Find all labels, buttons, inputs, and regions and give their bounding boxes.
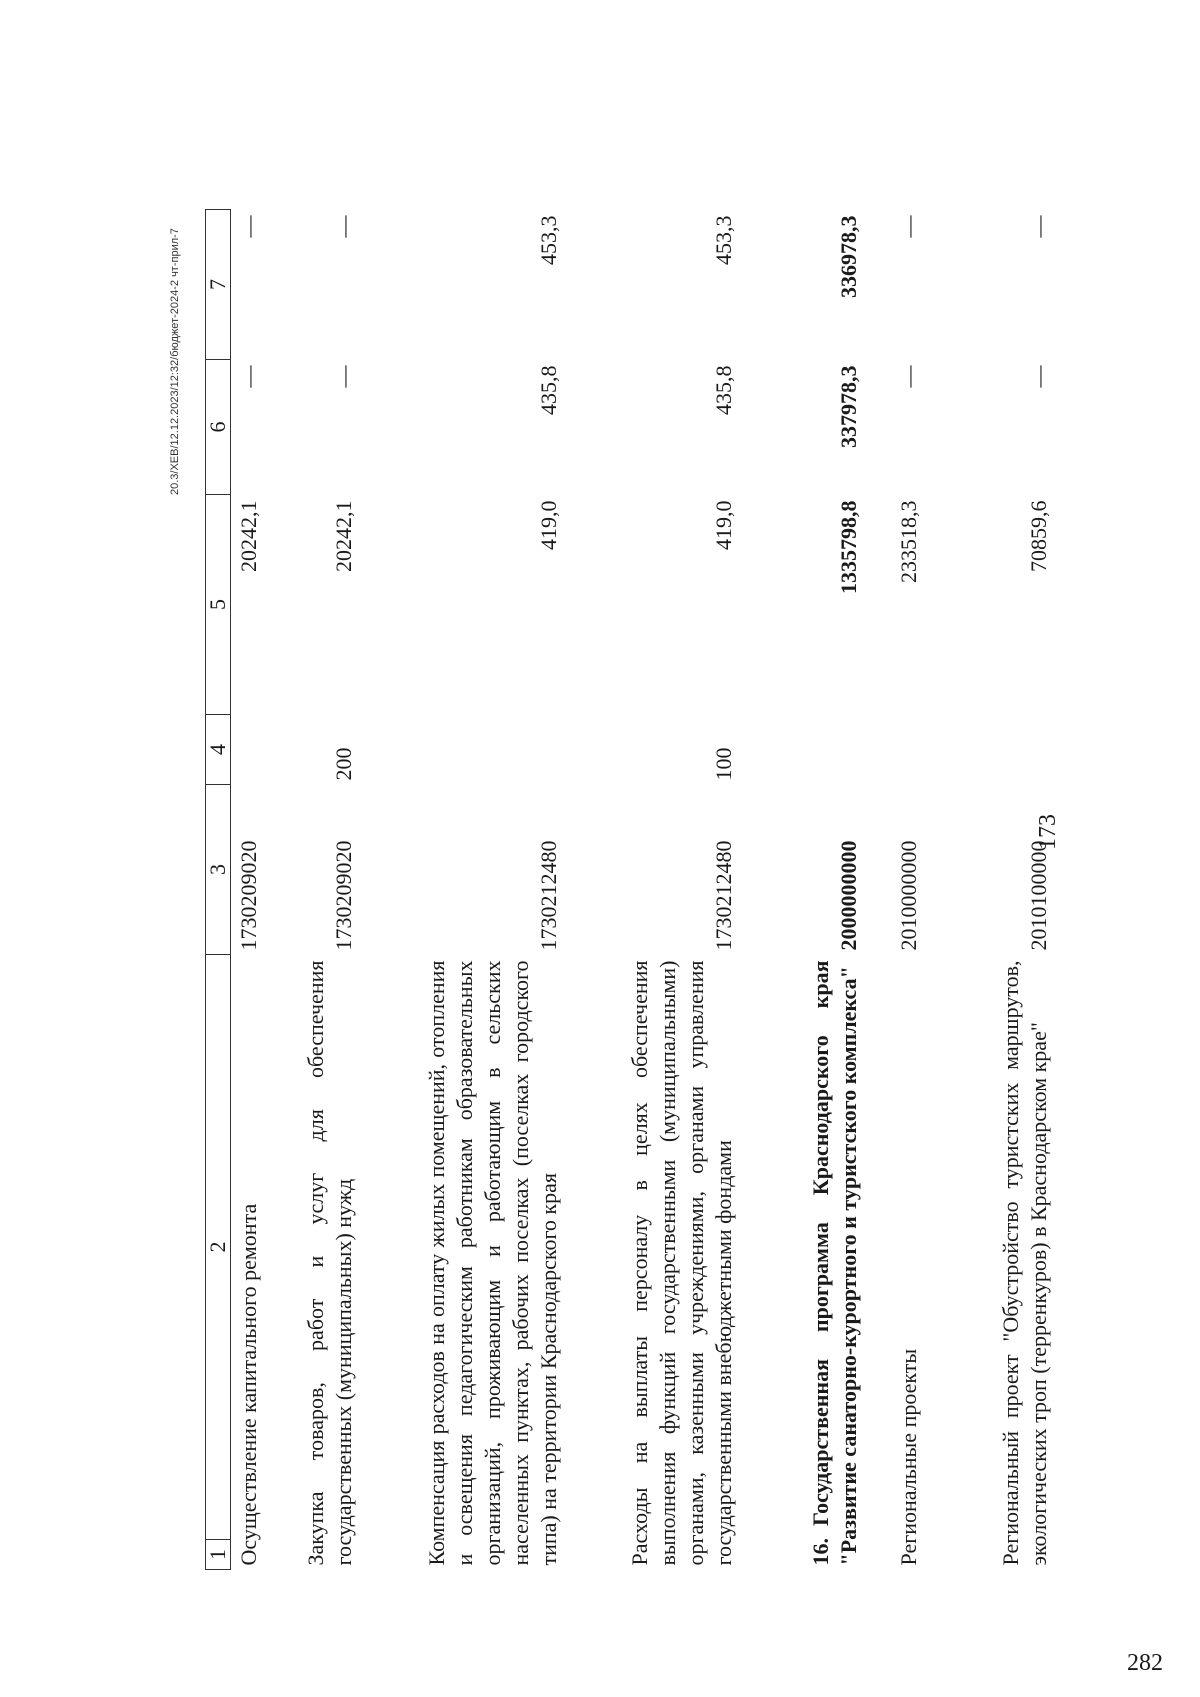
table-row xyxy=(366,210,571,1570)
header-cell: 2 xyxy=(206,955,231,1540)
row-value-2025: 435,8 xyxy=(535,365,561,415)
table-row-program xyxy=(746,210,871,1570)
row-code: 1730212480 xyxy=(535,840,561,951)
row-value-2026: 336978,3 xyxy=(835,215,861,298)
row-type: 200 xyxy=(330,747,356,781)
row-value-2024: 70859,6 xyxy=(1025,500,1051,572)
row-name-text: Государственная программа Краснодарского края "Развитие санаторно-курортного и туристского комплекса" xyxy=(807,960,861,1566)
header-cell: 5 xyxy=(206,495,231,715)
row-code: 2000000000 xyxy=(835,840,861,951)
row-code: 1730209020 xyxy=(235,840,261,951)
row-name: Региональные проекты xyxy=(895,1348,921,1566)
row-value-2024: 20242,1 xyxy=(330,500,356,572)
footer-code: 20.3/XEB/12.12.2023/12:32/бюджет-2024-2 чт-прил-7 xyxy=(169,228,181,495)
row-type xyxy=(366,715,571,785)
table-row xyxy=(871,210,931,1570)
row-type xyxy=(231,715,271,785)
row-name: Закупка товаров, работ и услуг для обеспечения государственных (муниципальных) нужд xyxy=(302,960,356,1566)
row-code: 1730212480 xyxy=(710,840,736,951)
table-row xyxy=(931,210,1061,1570)
row-value-2025: — xyxy=(895,365,921,388)
table-row xyxy=(571,210,746,1570)
header-cell: 3 xyxy=(206,785,231,955)
row-code: 2010100000 xyxy=(1025,840,1051,951)
row-code: 2010000000 xyxy=(895,840,921,951)
row-value-2024: 419,0 xyxy=(535,500,561,550)
row-value-2026: — xyxy=(895,215,921,238)
row-value-2025: — xyxy=(1025,365,1051,388)
row-name: Осуществление капитального ремонта xyxy=(235,1203,261,1566)
row-type xyxy=(746,715,871,785)
row-type xyxy=(871,715,931,785)
row-value-2026: — xyxy=(330,215,356,238)
row-value-2025: 435,8 xyxy=(710,365,736,415)
row-value-2024: 1335798,8 xyxy=(835,500,861,594)
row-value-2025: 337978,3 xyxy=(835,365,861,448)
header-cell: 1 xyxy=(206,1540,231,1570)
row-value-2026: — xyxy=(235,215,261,238)
row-number: 16. xyxy=(807,1538,833,1566)
row-name xyxy=(746,955,871,1570)
row-value-2026: 453,3 xyxy=(535,215,561,265)
row-name: Компенсация расходов на оплату жилых помещений, отопления и освещения педагогическим работникам образовательных организаций, проживающим и работающим в сельских населенных пунктах, рабочих поселках (поселках городского типа) на территории Краснодарского края xyxy=(423,960,561,1566)
row-value-2026: — xyxy=(1025,215,1051,238)
row-code: 1730209020 xyxy=(330,840,356,951)
header-row xyxy=(206,210,231,1570)
row-type: 100 xyxy=(710,747,736,781)
table-row xyxy=(231,210,271,1570)
row-value-2024: 20242,1 xyxy=(235,500,261,572)
row-name: Расходы на выплаты персоналу в целях обеспечения выполнения функций государственными (муниципальными) органами, казенными учреждениями, органами управления государственными внебюджетными фондами xyxy=(626,960,736,1566)
sheet-page-number: 173 xyxy=(1035,814,1061,850)
budget-table xyxy=(205,209,1061,1570)
row-value-2024: 419,0 xyxy=(710,500,736,550)
page-number: 282 xyxy=(1127,1650,1163,1676)
header-cell: 6 xyxy=(206,360,231,495)
row-value-2026: 453,3 xyxy=(710,215,736,265)
row-name: Региональный проект "Обустройство туристских маршрутов, экологических троп (терренкуров) в Краснодарском крае" xyxy=(997,960,1051,1566)
header-cell: 4 xyxy=(206,715,231,785)
table-row xyxy=(271,210,366,1570)
row-value-2025: — xyxy=(330,365,356,388)
row-value-2025: — xyxy=(235,365,261,388)
header-cell: 7 xyxy=(206,210,231,360)
rotated-sheet xyxy=(169,65,1150,1570)
row-type xyxy=(931,715,1061,785)
row-value-2024: 233518,3 xyxy=(895,500,921,583)
